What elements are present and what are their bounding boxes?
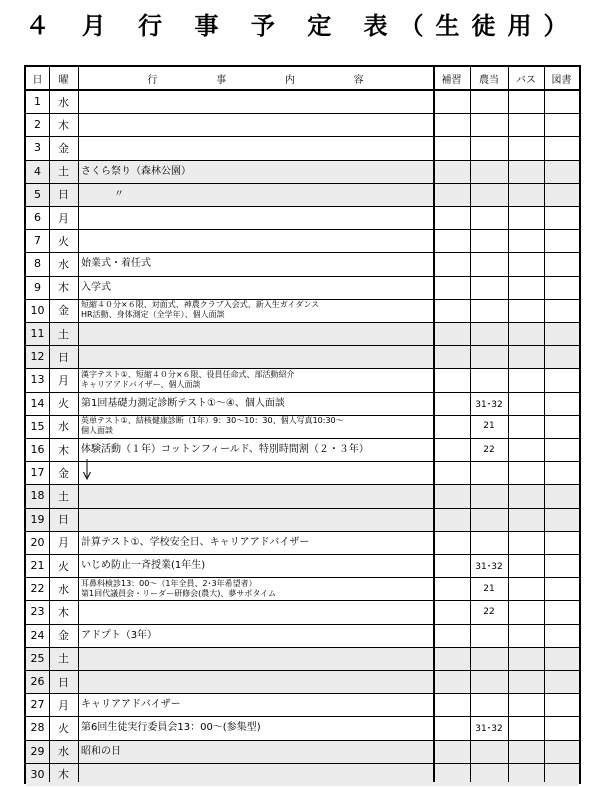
noto-value xyxy=(470,113,508,136)
row-divider xyxy=(26,368,579,369)
header-divider xyxy=(26,89,579,91)
header-bus: バス xyxy=(516,75,536,86)
row-divider xyxy=(26,345,579,346)
event-line: さくら祭り（森林公園） xyxy=(81,165,191,177)
header-weekday: 曜 xyxy=(58,75,69,86)
event-content xyxy=(78,716,433,739)
noto-value xyxy=(470,136,508,159)
event-line: 英単テスト①、結核健康診断（1年）9：30～10：30、個人写真10:30～ xyxy=(81,416,344,426)
noto-value xyxy=(470,229,508,252)
event-line: 昭和の日 xyxy=(81,745,121,757)
row-divider xyxy=(26,160,579,161)
weekday: 土 xyxy=(58,327,69,341)
weekday: 月 xyxy=(58,373,69,387)
weekday: 火 xyxy=(58,397,69,411)
day-number: 15 xyxy=(30,419,45,433)
header-noto: 農当 xyxy=(479,75,499,86)
event-line: 個人面談 xyxy=(81,426,113,436)
day-number: 28 xyxy=(30,721,45,735)
row-divider xyxy=(26,415,579,416)
weekday: 水 xyxy=(58,582,69,596)
noto-value xyxy=(470,252,508,275)
weekday: 金 xyxy=(58,304,69,318)
day-number: 10 xyxy=(30,303,45,317)
event-line: 第6回生徒実行委員会13：00～(参集型) xyxy=(81,722,261,734)
weekday: 水 xyxy=(58,745,69,759)
event-content xyxy=(78,299,433,322)
weekday: 日 xyxy=(58,513,69,527)
noto-value xyxy=(470,670,508,693)
event-content xyxy=(78,624,433,647)
day-number: 16 xyxy=(30,443,45,457)
event-line: キャリアアドバイザー xyxy=(81,699,181,711)
noto-value: 22 xyxy=(483,606,495,617)
weekday: 金 xyxy=(58,466,69,480)
day-number: 12 xyxy=(30,350,45,364)
day-number: 8 xyxy=(34,257,41,271)
header-event-char: 行 xyxy=(147,75,158,86)
row-divider xyxy=(26,136,579,137)
row-divider xyxy=(26,693,579,694)
noto-value: 31･32 xyxy=(475,724,503,735)
page-title: ４ 月 行 事 予 定 表（生徒用） xyxy=(25,12,580,40)
weekday: 木 xyxy=(58,605,69,619)
continuation-arrow-icon xyxy=(82,459,92,481)
event-content xyxy=(78,600,433,623)
row-divider xyxy=(26,740,579,741)
row-divider xyxy=(26,531,579,532)
noto-value: 22 xyxy=(483,444,495,455)
day-number: 5 xyxy=(34,187,41,201)
noto-value: 21 xyxy=(483,421,495,432)
noto-value xyxy=(470,484,508,507)
event-content xyxy=(78,229,433,252)
weekday: 火 xyxy=(58,559,69,573)
row-divider xyxy=(26,322,579,323)
day-number: 13 xyxy=(30,373,45,387)
row-divider xyxy=(26,299,579,300)
column-divider xyxy=(49,67,50,782)
event-line: 漢字テスト①、短縮４０分×６限、役員任命式、部活動紹介 xyxy=(81,369,295,379)
weekday: 土 xyxy=(58,165,69,179)
event-line: 第1回代議員会・リーダー研修会(農大)、夢サポタイム xyxy=(81,588,277,598)
row-divider xyxy=(26,484,579,485)
event-content xyxy=(78,90,433,113)
noto-value xyxy=(470,206,508,229)
noto-value xyxy=(470,624,508,647)
weekday: 土 xyxy=(58,489,69,503)
noto-value xyxy=(470,160,508,183)
header-event xyxy=(78,67,433,90)
event-line: アドプト（3年） xyxy=(81,629,158,641)
day-number: 4 xyxy=(34,164,41,178)
event-content xyxy=(78,508,433,531)
day-number: 22 xyxy=(30,582,45,596)
day-number: 11 xyxy=(30,327,45,341)
day-number: 25 xyxy=(30,651,45,665)
schedule-table xyxy=(24,65,581,784)
event-content xyxy=(78,183,433,206)
header-tosho: 図書 xyxy=(551,75,572,86)
row-divider xyxy=(26,716,579,717)
weekday: 水 xyxy=(58,257,69,271)
noto-value: 31･32 xyxy=(475,399,503,410)
event-line: 第1回基礎力測定診断テスト①～④、個人面談 xyxy=(81,397,285,409)
day-number: 20 xyxy=(30,535,45,549)
event-line: 体験活動（１年）コットンフィールド、特別時間割（２・３年） xyxy=(81,444,369,456)
noto-value xyxy=(470,461,508,484)
row-divider xyxy=(26,647,579,648)
event-line: 耳鼻科検診13：00～（1年全員、2･3年希望者） xyxy=(81,578,257,588)
noto-value xyxy=(470,345,508,368)
header-event-char: 事 xyxy=(216,75,227,86)
row-divider xyxy=(26,229,579,230)
event-content xyxy=(78,415,433,438)
noto-value: 21 xyxy=(483,583,495,594)
day-number: 6 xyxy=(34,211,41,225)
row-divider xyxy=(26,206,579,207)
day-number: 9 xyxy=(34,280,41,294)
event-content xyxy=(78,461,433,484)
day-number: 1 xyxy=(34,95,41,109)
noto-value xyxy=(470,276,508,299)
day-number: 17 xyxy=(30,466,45,480)
noto-value: 31･32 xyxy=(475,562,503,573)
row-divider xyxy=(26,600,579,601)
event-line: 計算テスト①、学校安全日、キャリアアドバイザー xyxy=(81,536,310,548)
row-divider xyxy=(26,252,579,253)
event-content xyxy=(78,322,433,345)
day-number: 27 xyxy=(30,698,45,712)
header-event-char: 容 xyxy=(353,75,364,86)
noto-value xyxy=(470,531,508,554)
event-content xyxy=(78,368,433,391)
day-number: 30 xyxy=(30,767,45,781)
weekday: 金 xyxy=(58,141,69,155)
event-line: 入学式 xyxy=(81,281,111,293)
event-content xyxy=(78,252,433,275)
noto-value xyxy=(470,508,508,531)
day-number: 19 xyxy=(30,512,45,526)
day-number: 21 xyxy=(30,559,45,573)
noto-value xyxy=(470,90,508,113)
day-number: 29 xyxy=(30,744,45,758)
event-content xyxy=(78,136,433,159)
event-content xyxy=(78,438,433,461)
column-divider xyxy=(544,67,545,782)
event-content xyxy=(78,160,433,183)
weekday: 火 xyxy=(58,234,69,248)
noto-value xyxy=(470,322,508,345)
event-content xyxy=(78,392,433,415)
noto-value xyxy=(470,299,508,322)
event-line: 始業式・着任式 xyxy=(81,258,151,270)
day-number: 7 xyxy=(34,234,41,248)
row-divider xyxy=(26,763,579,764)
header-hoshu: 補習 xyxy=(441,75,462,86)
row-divider xyxy=(26,113,579,114)
weekday: 月 xyxy=(58,211,69,225)
day-number: 2 xyxy=(34,118,41,132)
event-content xyxy=(78,113,433,136)
weekday: 月 xyxy=(58,698,69,712)
weekday: 日 xyxy=(58,188,69,202)
event-content xyxy=(78,554,433,577)
day-number: 23 xyxy=(30,605,45,619)
event-content xyxy=(78,740,433,763)
event-line: 短縮４０分×６限、対面式、神農クラブ入会式、新入生ガイダンス xyxy=(81,300,320,310)
day-number: 24 xyxy=(30,628,45,642)
row-divider xyxy=(26,276,579,277)
weekday: 月 xyxy=(58,536,69,550)
event-content xyxy=(78,345,433,368)
row-divider xyxy=(26,392,579,393)
column-divider xyxy=(433,67,435,782)
day-number: 3 xyxy=(34,141,41,155)
event-content xyxy=(78,206,433,229)
noto-value xyxy=(470,693,508,716)
weekday: 木 xyxy=(58,118,69,132)
noto-value xyxy=(470,368,508,391)
noto-value xyxy=(470,763,508,786)
day-number: 26 xyxy=(30,675,45,689)
event-line: 〃 xyxy=(114,188,124,200)
header-day: 日 xyxy=(32,75,43,86)
weekday: 木 xyxy=(58,768,69,782)
event-content xyxy=(78,693,433,716)
row-divider xyxy=(26,670,579,671)
row-divider xyxy=(26,508,579,509)
weekday: 日 xyxy=(58,350,69,364)
weekday: 金 xyxy=(58,629,69,643)
weekday: 水 xyxy=(58,420,69,434)
event-line: キャリアアドバイザー、個人面談 xyxy=(81,379,201,389)
row-divider xyxy=(26,183,579,184)
event-content xyxy=(78,531,433,554)
day-number: 18 xyxy=(30,489,45,503)
noto-value xyxy=(470,647,508,670)
event-content xyxy=(78,276,433,299)
weekday: 火 xyxy=(58,721,69,735)
weekday: 木 xyxy=(58,443,69,457)
row-divider xyxy=(26,554,579,555)
day-number: 14 xyxy=(30,396,45,410)
row-divider xyxy=(26,577,579,578)
event-line: いじめ防止一斉授業(1年生) xyxy=(81,560,206,572)
event-line: HR活動、身体測定（全学年）、個人面談 xyxy=(81,310,225,320)
weekday: 日 xyxy=(58,675,69,689)
event-content xyxy=(78,647,433,670)
noto-value xyxy=(470,183,508,206)
column-divider xyxy=(508,67,509,782)
column-divider xyxy=(78,67,79,782)
event-content xyxy=(78,484,433,507)
header-event-char: 内 xyxy=(284,75,295,86)
event-content xyxy=(78,763,433,786)
event-content xyxy=(78,577,433,600)
weekday: 水 xyxy=(58,95,69,109)
row-divider xyxy=(26,624,579,625)
row-divider xyxy=(26,438,579,439)
weekday: 木 xyxy=(58,281,69,295)
column-divider xyxy=(470,67,471,782)
weekday: 土 xyxy=(58,652,69,666)
noto-value xyxy=(470,740,508,763)
event-content xyxy=(78,670,433,693)
row-divider xyxy=(26,461,579,462)
